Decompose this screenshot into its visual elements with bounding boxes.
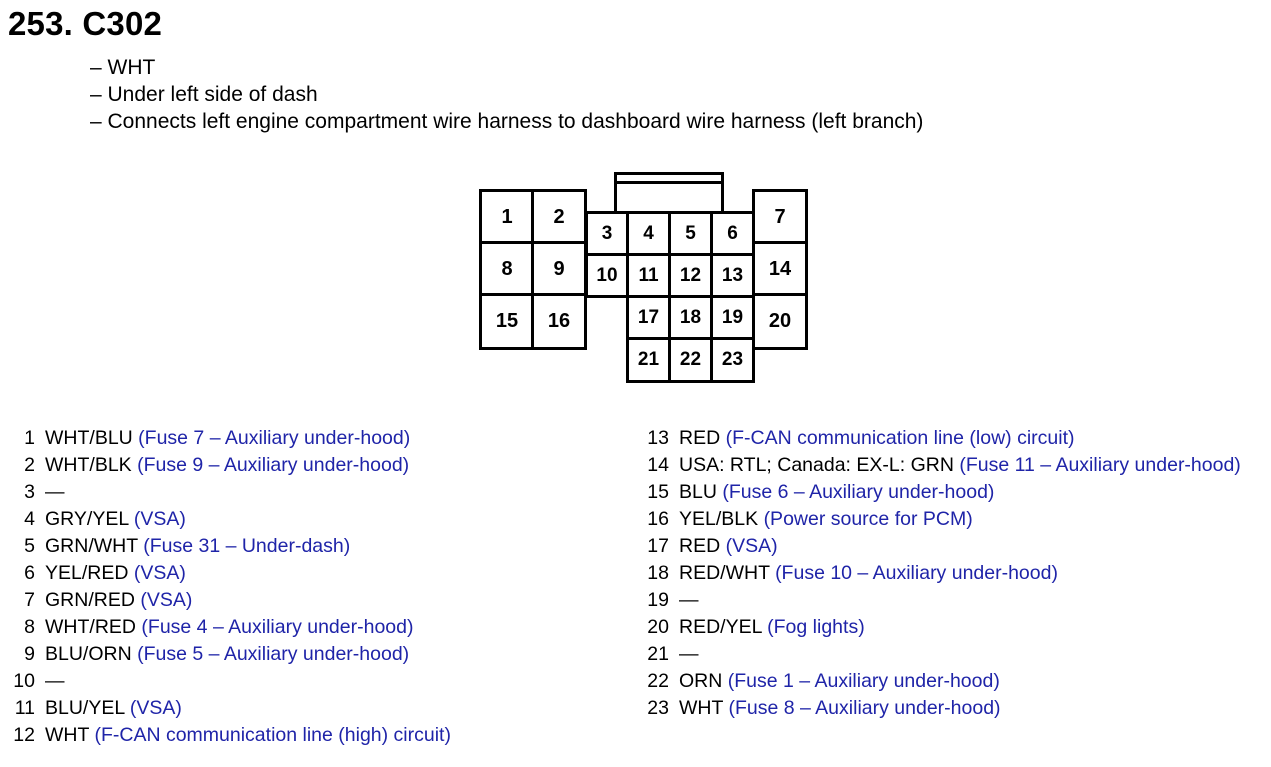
pin-entry-18: 18 RED/WHT (Fuse 10 – Auxiliary under-hood) [647, 562, 1058, 584]
pin-entry-11: 11 BLU/YEL (VSA) [14, 697, 182, 719]
pin-entry-17: 17 RED (VSA) [647, 535, 778, 557]
pin-cell: 4 [626, 211, 671, 256]
pin-entry-16: 16 YEL/BLK (Power source for PCM) [647, 508, 973, 530]
page-title: 253. C302 [8, 5, 163, 42]
connector-color-line: – WHT [90, 56, 156, 79]
pin-cell: 16 [531, 293, 587, 350]
pin-entry-13: 13 RED (F-CAN communication line (low) circuit) [647, 427, 1075, 449]
pin-cell: 6 [710, 211, 755, 256]
pin-cell: 22 [668, 337, 713, 383]
pin-entry-2: 2 WHT/BLK (Fuse 9 – Auxiliary under-hood) [24, 454, 410, 476]
pin-cell: 15 [479, 293, 535, 350]
pin-list-right [0, 425, 1241, 722]
pin-cell: 2 [531, 189, 587, 245]
pin-entry-19: 19 — [647, 589, 699, 611]
pin-cell: 10 [585, 253, 629, 298]
pin-entry-7: 7 GRN/RED (VSA) [24, 589, 193, 611]
pin-entry-3: 3 — [24, 481, 65, 503]
connector-location-line: – Under left side of dash [90, 83, 318, 106]
pin-cell: 14 [752, 241, 808, 297]
pin-cell: 9 [531, 241, 587, 297]
pin-entry-5: 5 GRN/WHT (Fuse 31 – Under-dash) [24, 535, 351, 557]
pin-entry-21: 21 — [647, 643, 699, 665]
pin-cell: 12 [668, 253, 713, 298]
pin-entry-15: 15 BLU (Fuse 6 – Auxiliary under-hood) [647, 481, 995, 503]
pin-cell: 3 [585, 211, 629, 256]
pin-entry-14: 14 USA: RTL; Canada: EX-L: GRN (Fuse 11 – Auxiliary under-hood) [647, 454, 1241, 476]
pin-cell: 13 [710, 253, 755, 298]
pin-entry-23: 23 WHT (Fuse 8 – Auxiliary under-hood) [647, 697, 1001, 719]
pin-entry-10: 10 — [13, 670, 65, 692]
pin-cell: 21 [626, 337, 671, 383]
pin-cell: 5 [668, 211, 713, 256]
pin-entry-4: 4 GRY/YEL (VSA) [24, 508, 186, 530]
pin-cell: 23 [710, 337, 755, 383]
connector-purpose-line: – Connects left engine compartment wire harness to dashboard wire harness (left branch) [90, 110, 924, 133]
pin-cell: 18 [668, 295, 713, 340]
pin-entry-1: 1 WHT/BLU (Fuse 7 – Auxiliary under-hood) [24, 427, 411, 449]
connector-latch-inner [614, 181, 724, 214]
pin-cell: 7 [752, 189, 808, 245]
pin-cell: 17 [626, 295, 671, 340]
pin-entry-12: 12 WHT (F-CAN communication line (high) circuit) [13, 724, 451, 746]
pin-entry-9: 9 BLU/ORN (Fuse 5 – Auxiliary under-hood) [24, 643, 410, 665]
pin-entry-8: 8 WHT/RED (Fuse 4 – Auxiliary under-hood) [24, 616, 414, 638]
pin-cell: 8 [479, 241, 535, 297]
pin-cell: 1 [479, 189, 535, 245]
pin-cell: 11 [626, 253, 671, 298]
pin-cell: 19 [710, 295, 755, 340]
pin-entry-6: 6 YEL/RED (VSA) [24, 562, 186, 584]
pin-cell: 20 [752, 293, 808, 350]
pin-entry-22: 22 ORN (Fuse 1 – Auxiliary under-hood) [647, 670, 1000, 692]
pin-entry-20: 20 RED/YEL (Fog lights) [647, 616, 865, 638]
